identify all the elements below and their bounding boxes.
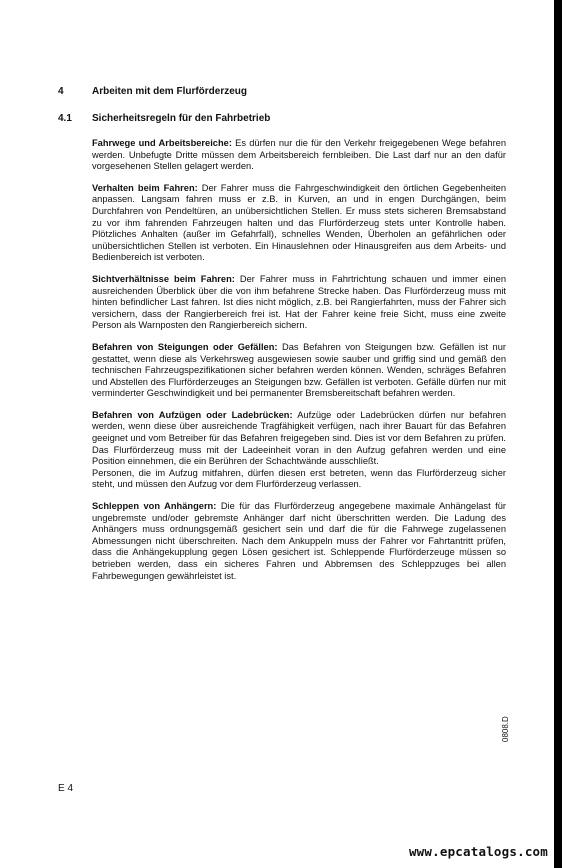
paragraph-fahrwege <box>92 138 506 173</box>
body-text <box>92 138 506 592</box>
section-heading <box>58 86 247 97</box>
paragraph-anhaenger <box>92 501 506 582</box>
paragraph-heading: Fahrwege und Arbeitsbereiche: <box>92 138 232 148</box>
paragraph-text: Aufzüge oder Ladebrücken dürfen nur befahren werden, wenn diese über ausreichende Tragfähigkeit verfügen, nach ihrer Bauart für das Befahren geeignet und vom Betreiber für das Befahren freigegeben sind. Dies ist vor dem Befahren zu prüfen. Das Flurförderzeug muss mit der Ladeeinheit voran in den Aufzug gefahren werden und eine Position einnehmen, die ein Berühren der Schachtwände ausschließt. <box>92 409 507 467</box>
paragraph-text: Die für das Flurförderzeug angegebene maximale Anhängelast für ungebremste und/oder gebremste Anhänger darf nicht überschritten werden. Die Ladung des Anhängers muss ordnungsgemäß gesichert sein und darf die für die Fahrwege zugelassenen Abmessungen nicht überschreiten. Nach dem Ankuppeln muss der Fahrer vor Fahrtantritt prüfen, dass die Anhängekupplung gegen Lösen gesichert ist. Schleppende Flurförderzeuge müssen so betrieben werden, dass ein sicheres Fahren und Abbremsen des Schleppzuges bei allen Fahrbewegungen gewährleistet ist. <box>92 501 507 581</box>
document-code: 0808.D <box>501 716 510 742</box>
subsection-number: 4.1 <box>58 113 72 124</box>
paragraph-verhalten <box>92 183 506 264</box>
paragraph-heading: Befahren von Aufzügen oder Ladebrücken: <box>92 409 293 420</box>
section-title: Arbeiten mit dem Flurförderzeug <box>92 86 248 97</box>
paragraph-heading: Befahren von Steigungen oder Gefällen: <box>92 341 278 352</box>
paragraph-heading: Verhalten beim Fahren: <box>92 182 198 193</box>
paragraph-text: Der Fahrer muss die Fahrgeschwindigkeit den örtlichen Gegebenheiten anpassen. Langsam fahren muss er z.B. in Kurven, an und in engen Durchgängen, beim Durchfahren von Pendeltüren, an unübersichtlichen Stellen. Er muss stets sicheren Bremsabstand zu vor ihm fahrenden Fahrzeugen halten und das Flurförderzeug stets unter Kontrolle haben. Plötzliches Anhalten (außer im Gefahrfall), schnelles Wenden, Überholen an gefährlichen oder unübersichtlichen Stellen ist verboten. Ein Hinauslehnen oder Hinausgreifen aus dem Arbeits- und Bedienbereich ist verboten. <box>92 182 507 263</box>
paragraph-steigungen <box>92 342 506 400</box>
paragraph-extra-text: Personen, die im Aufzug mitfahren, dürfen diesen erst betreten, wenn das Flurförderzeug sicher steht, und müssen den Aufzug vor dem Flurförderzeug verlassen. <box>92 467 506 490</box>
paragraph-heading: Sichtverhältnisse beim Fahren: <box>92 273 235 284</box>
watermark-url: www.epcatalogs.com <box>408 844 548 859</box>
scan-edge-bar <box>554 0 562 868</box>
paragraph-heading: Schleppen von Anhängern: <box>92 501 217 512</box>
paragraph-sicht <box>92 274 506 332</box>
paragraph-aufzuege <box>92 410 506 491</box>
paragraph-text: Das Befahren von Steigungen bzw. Gefällen ist nur gestattet, wenn diese als Verkehrsweg ausgewiesen sowie sauber und griffig sind und gemäß den technischen Fahrzeugspezifikationen sicher befahren werden können. Wenden, schräges Befahren und Abstellen des Flurförderzeuges an Steigungen bzw. Gefällen ist verboten. Gefälle dürfen nur mit verminderter Geschwindigkeit und bei permanenter Bremsbereitschaft befahren werden. <box>92 341 506 399</box>
paragraph-text: Es dürfen nur die für den Verkehr freigegebenen Wege befahren werden. Unbefugte Dritte müssen dem Arbeitsbereich fernbleiben. Die Last darf nur an den dafür vorgesehenen Stellen gelagert werden. <box>92 138 507 172</box>
page-number: E 4 <box>58 783 74 794</box>
subsection-title: Sicherheitsregeln für den Fahrbetrieb <box>92 113 271 124</box>
paragraph-text: Der Fahrer muss in Fahrtrichtung schauen und immer einen ausreichenden Überblick über die von ihm befahrene Strecke haben. Das Flurförderzeug muss mit hinten befindlicher Last fahren. Ist dies nicht möglich, z.B. bei Rangierfahrten, muss der Fahrer sich versichern, dass der Rangierbereich frei ist. Hat der Fahrer keine freie Sicht, muss eine zweite Person als Warnposten den Rangierbereich sichern. <box>92 273 506 331</box>
subsection-heading <box>58 113 270 124</box>
section-number: 4 <box>58 86 64 97</box>
